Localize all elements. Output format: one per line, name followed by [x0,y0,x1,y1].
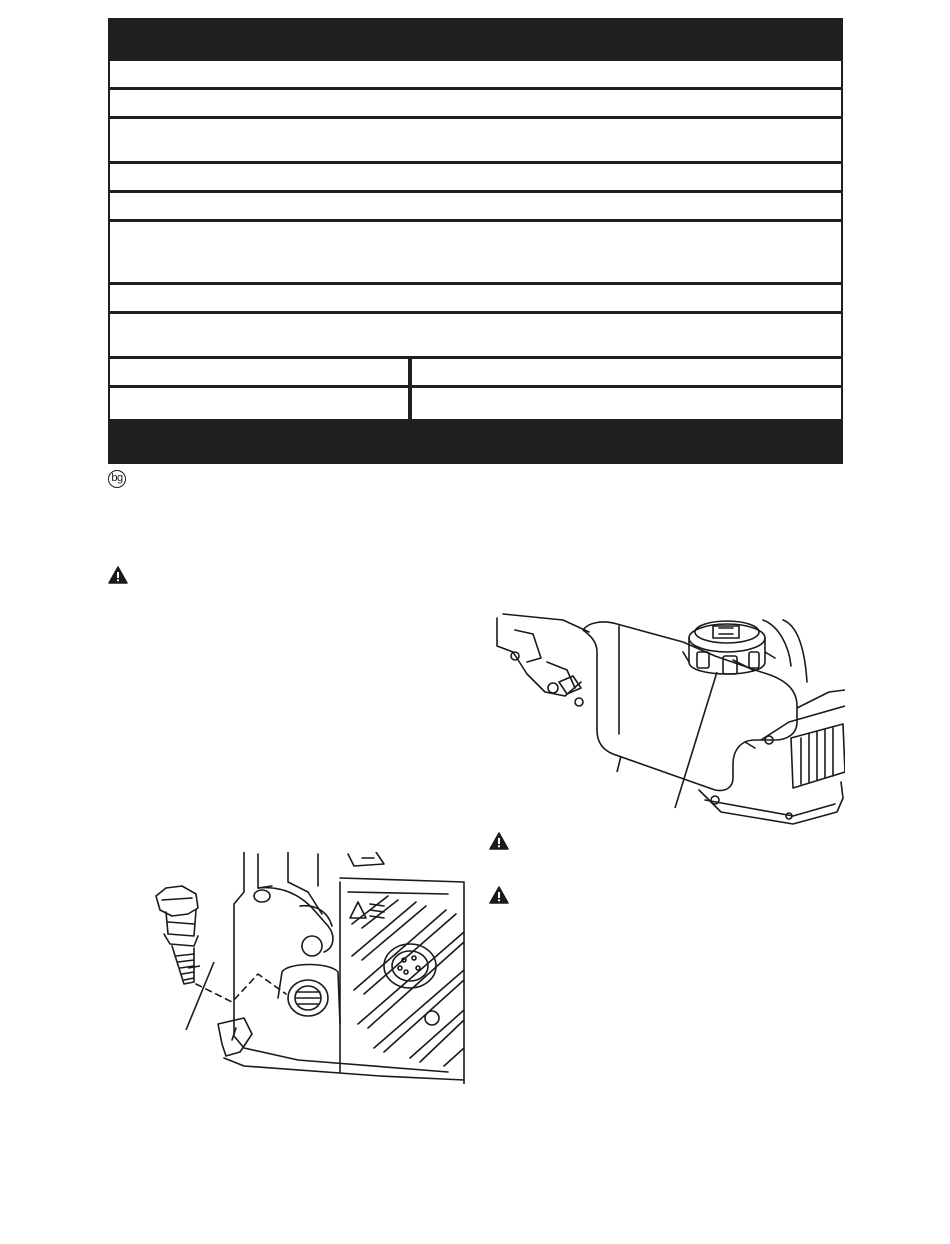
table-row-9 [110,359,841,385]
warning-triangle-icon [489,832,509,850]
engine-oil-fill-illustration [493,612,845,834]
warning-triangle-icon [108,566,128,584]
table-row-9-cell-left [110,359,408,385]
table-row-2 [110,90,841,116]
table-row-3 [110,119,841,161]
table-row-1 [110,61,841,87]
table-row-8 [110,314,841,356]
table-row-7 [110,285,841,311]
table-row-6 [110,222,841,282]
table-header-band [108,18,843,60]
table-row-10 [110,388,841,419]
specifications-table [108,18,843,464]
pump-oil-dipstick-illustration [148,852,466,1084]
table-row-9-cell-right [412,359,841,385]
table-row-10-cell-right [412,388,841,419]
language-badge-icon: bg [108,470,126,488]
warning-triangle-icon [489,886,509,904]
table-row-4 [110,164,841,190]
table-footer-band [108,421,843,464]
pump-oil-dipstick-drawing [148,852,466,1084]
table-row-10-cell-left [110,388,408,419]
table-row-5 [110,193,841,219]
engine-oil-fill-drawing [493,612,845,834]
